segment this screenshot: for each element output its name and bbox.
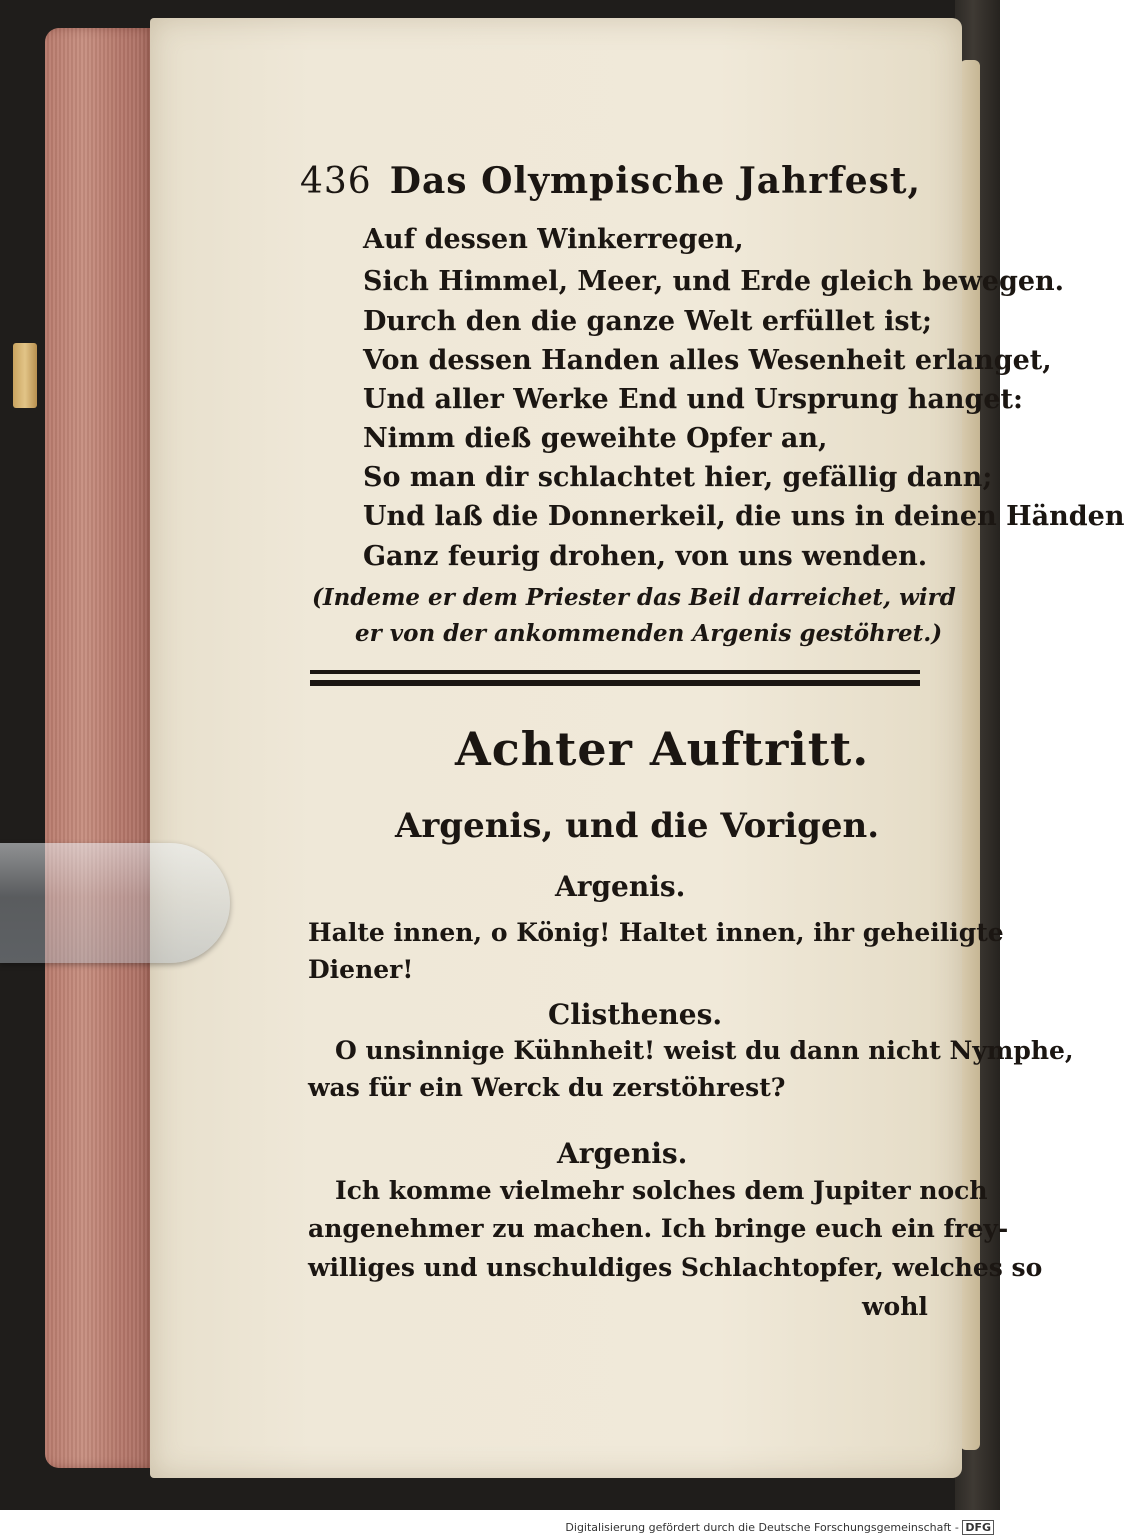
verse-line: Von dessen Handen alles Wesenheit erlanget,: [363, 345, 1052, 376]
bookmark-tab: [13, 343, 37, 408]
verse-line: Und laß die Donnerkeil, die uns in deinen Händen: [363, 501, 1124, 532]
section-rule: [310, 670, 920, 686]
verse-line: Auf dessen Winkerregen,: [363, 224, 744, 255]
dialogue-line: angenehmer zu machen. Ich bringe euch ein frey-: [308, 1214, 1009, 1243]
running-head-title: Das Olympische Jahrfest,: [389, 160, 922, 202]
verse-line: Durch den die ganze Welt erfüllet ist;: [363, 306, 932, 337]
speaker-name: Clisthenes.: [548, 998, 723, 1031]
verse-line: So man dir schlachtet hier, gefällig dann;: [363, 462, 993, 493]
speaker-name: Argenis.: [555, 870, 686, 903]
dfg-logo-icon: DFG: [962, 1520, 994, 1535]
verse-line: Ganz feurig drohen, von uns wenden.: [363, 541, 928, 572]
verse-line: Nimm dieß geweihte Opfer an,: [363, 423, 828, 454]
catchword: wohl: [862, 1292, 928, 1321]
glass-page-holder: [0, 843, 230, 963]
scene-characters: Argenis, und die Vorigen.: [395, 806, 880, 846]
speaker-name: Argenis.: [557, 1137, 688, 1170]
stage-direction: er von der ankommenden Argenis gestöhret.): [355, 620, 943, 647]
dialogue-line: Ich komme vielmehr solches dem Jupiter noch: [335, 1176, 988, 1205]
footer-credit: Digitalisierung gefördert durch die Deutsche Forschungsgemeinschaft -: [565, 1521, 959, 1534]
dialogue-line: williges und unschuldiges Schlachtopfer, welches so: [308, 1253, 1043, 1282]
verse-line: Sich Himmel, Meer, und Erde gleich bewegen.: [363, 266, 1065, 297]
dialogue-line: Halte innen, o König! Haltet innen, ihr geheiligte: [308, 918, 1004, 947]
scene-title: Achter Auftritt.: [455, 722, 870, 776]
running-head: [300, 160, 921, 202]
verse-line: Und aller Werke End und Ursprung hanget:: [363, 384, 1023, 415]
stage-direction: (Indeme er dem Priester das Beil darreichet, wird: [312, 584, 956, 611]
dialogue-line: Diener!: [308, 955, 414, 984]
dialogue-line: was für ein Werck du zerstöhrest?: [308, 1073, 786, 1102]
dialogue-line: O unsinnige Kühnheit! weist du dann nicht Nymphe,: [335, 1036, 1074, 1065]
digitization-footer: [0, 1518, 1000, 1537]
page-number: 436: [300, 161, 372, 202]
red-fore-edge: [45, 28, 155, 1468]
